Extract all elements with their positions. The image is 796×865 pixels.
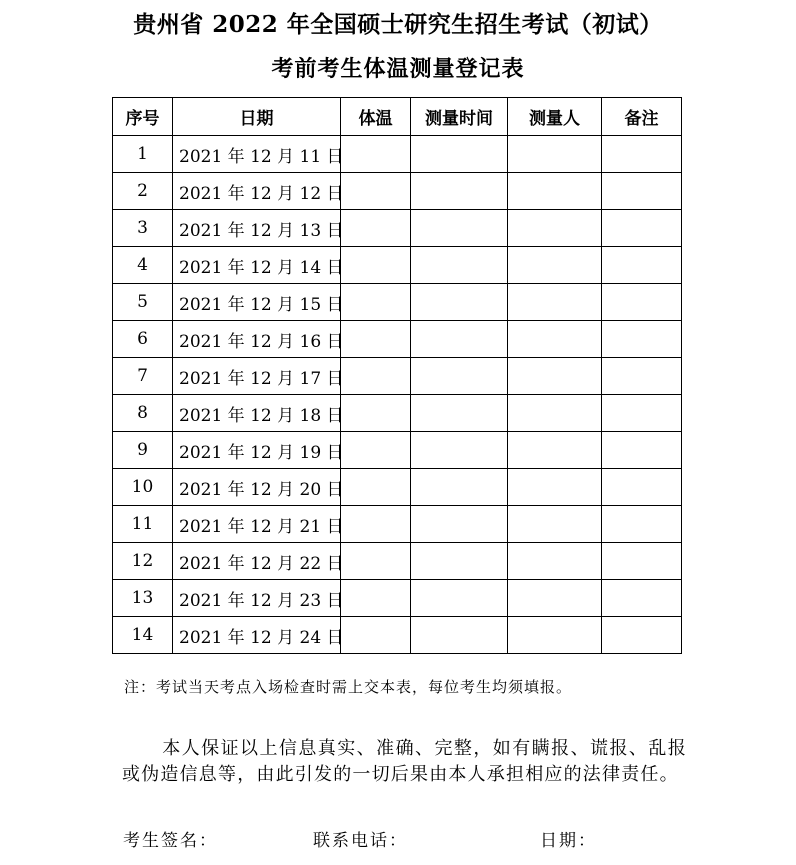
cell-date: 2021 年 12 月 14 日: [173, 247, 341, 284]
cell-measurer[interactable]: [508, 358, 602, 395]
cell-remarks[interactable]: [602, 432, 682, 469]
table-row: [113, 210, 682, 247]
table-body: [113, 136, 682, 654]
cell-measure-time[interactable]: [411, 321, 508, 358]
table-row: [113, 543, 682, 580]
cell-temperature[interactable]: [341, 247, 411, 284]
cell-temperature[interactable]: [341, 432, 411, 469]
cell-remarks[interactable]: [602, 617, 682, 654]
temperature-log-table: [112, 97, 682, 654]
cell-date: 2021 年 12 月 15 日: [173, 284, 341, 321]
table-header-row: [113, 98, 682, 136]
cell-date: 2021 年 12 月 11 日: [173, 136, 341, 173]
cell-no: 9: [113, 432, 173, 469]
cell-temperature[interactable]: [341, 321, 411, 358]
cell-remarks[interactable]: [602, 284, 682, 321]
cell-measurer[interactable]: [508, 617, 602, 654]
table-row: [113, 173, 682, 210]
cell-measure-time[interactable]: [411, 432, 508, 469]
table-row: [113, 617, 682, 654]
table-row: [113, 395, 682, 432]
date-label: 日期：: [540, 831, 597, 851]
cell-remarks[interactable]: [602, 173, 682, 210]
cell-temperature[interactable]: [341, 617, 411, 654]
cell-remarks[interactable]: [602, 247, 682, 284]
cell-no: 10: [113, 469, 173, 506]
cell-remarks[interactable]: [602, 580, 682, 617]
cell-no: 2: [113, 173, 173, 210]
cell-measure-time[interactable]: [411, 506, 508, 543]
cell-date: 2021 年 12 月 22 日: [173, 543, 341, 580]
table-row: [113, 432, 682, 469]
cell-temperature[interactable]: [341, 173, 411, 210]
cell-measure-time[interactable]: [411, 395, 508, 432]
table-row: [113, 358, 682, 395]
table-row: [113, 136, 682, 173]
cell-remarks[interactable]: [602, 506, 682, 543]
cell-measure-time[interactable]: [411, 543, 508, 580]
cell-measurer[interactable]: [508, 321, 602, 358]
cell-no: 7: [113, 358, 173, 395]
table-row: [113, 284, 682, 321]
cell-date: 2021 年 12 月 24 日: [173, 617, 341, 654]
signature-label: 考生签名：: [123, 831, 218, 851]
column-header-no: 序号: [113, 98, 173, 136]
cell-temperature[interactable]: [341, 284, 411, 321]
cell-temperature[interactable]: [341, 543, 411, 580]
column-header-remarks: 备注: [602, 98, 682, 136]
column-header-date: 日期: [173, 98, 341, 136]
cell-measurer[interactable]: [508, 580, 602, 617]
column-header-measure-time: 测量时间: [411, 98, 508, 136]
cell-remarks[interactable]: [602, 395, 682, 432]
cell-remarks[interactable]: [602, 469, 682, 506]
cell-measurer[interactable]: [508, 284, 602, 321]
cell-no: 14: [113, 617, 173, 654]
cell-temperature[interactable]: [341, 580, 411, 617]
cell-measurer[interactable]: [508, 469, 602, 506]
cell-date: 2021 年 12 月 13 日: [173, 210, 341, 247]
cell-no: 4: [113, 247, 173, 284]
cell-remarks[interactable]: [602, 358, 682, 395]
cell-date: 2021 年 12 月 20 日: [173, 469, 341, 506]
table-row: [113, 506, 682, 543]
cell-temperature[interactable]: [341, 469, 411, 506]
cell-remarks[interactable]: [602, 210, 682, 247]
cell-measure-time[interactable]: [411, 247, 508, 284]
phone-label: 联系电话：: [313, 831, 408, 851]
column-header-measurer: 测量人: [508, 98, 602, 136]
cell-measurer[interactable]: [508, 173, 602, 210]
cell-no: 6: [113, 321, 173, 358]
cell-date: 2021 年 12 月 18 日: [173, 395, 341, 432]
cell-no: 3: [113, 210, 173, 247]
pledge-paragraph: [122, 736, 687, 788]
cell-date: 2021 年 12 月 16 日: [173, 321, 341, 358]
cell-no: 5: [113, 284, 173, 321]
cell-temperature[interactable]: [341, 506, 411, 543]
cell-measurer[interactable]: [508, 247, 602, 284]
cell-remarks[interactable]: [602, 543, 682, 580]
cell-measurer[interactable]: [508, 210, 602, 247]
cell-temperature[interactable]: [341, 395, 411, 432]
cell-measure-time[interactable]: [411, 358, 508, 395]
cell-measure-time[interactable]: [411, 617, 508, 654]
table-row: [113, 580, 682, 617]
cell-measure-time[interactable]: [411, 173, 508, 210]
cell-no: 13: [113, 580, 173, 617]
cell-no: 11: [113, 506, 173, 543]
pledge-text: 本人保证以上信息真实、准确、完整，如有瞒报、谎报、乱报或伪造信息等，由此引发的一切后果由本人承担相应的法律责任。: [122, 738, 687, 785]
cell-no: 1: [113, 136, 173, 173]
table-row: [113, 469, 682, 506]
cell-measure-time[interactable]: [411, 580, 508, 617]
cell-temperature[interactable]: [341, 210, 411, 247]
document-title: 贵州省 2022 年全国硕士研究生招生考试（初试）: [133, 11, 663, 38]
cell-measurer[interactable]: [508, 136, 602, 173]
cell-date: 2021 年 12 月 17 日: [173, 358, 341, 395]
cell-measurer[interactable]: [508, 543, 602, 580]
cell-date: 2021 年 12 月 23 日: [173, 580, 341, 617]
table-row: [113, 321, 682, 358]
cell-date: 2021 年 12 月 19 日: [173, 432, 341, 469]
column-header-temperature: 体温: [341, 98, 411, 136]
cell-measure-time[interactable]: [411, 469, 508, 506]
cell-measure-time[interactable]: [411, 136, 508, 173]
cell-measurer[interactable]: [508, 395, 602, 432]
document-subtitle: 考前考生体温测量登记表: [271, 56, 525, 82]
cell-measure-time[interactable]: [411, 210, 508, 247]
cell-no: 8: [113, 395, 173, 432]
cell-measurer[interactable]: [508, 506, 602, 543]
cell-no: 12: [113, 543, 173, 580]
cell-date: 2021 年 12 月 21 日: [173, 506, 341, 543]
cell-temperature[interactable]: [341, 136, 411, 173]
cell-measurer[interactable]: [508, 432, 602, 469]
cell-remarks[interactable]: [602, 321, 682, 358]
note-text: 注：考试当天考点入场检查时需上交本表，每位考生均须填报。: [124, 678, 573, 696]
table-row: [113, 247, 682, 284]
cell-temperature[interactable]: [341, 358, 411, 395]
cell-measure-time[interactable]: [411, 284, 508, 321]
cell-date: 2021 年 12 月 12 日: [173, 173, 341, 210]
cell-remarks[interactable]: [602, 136, 682, 173]
